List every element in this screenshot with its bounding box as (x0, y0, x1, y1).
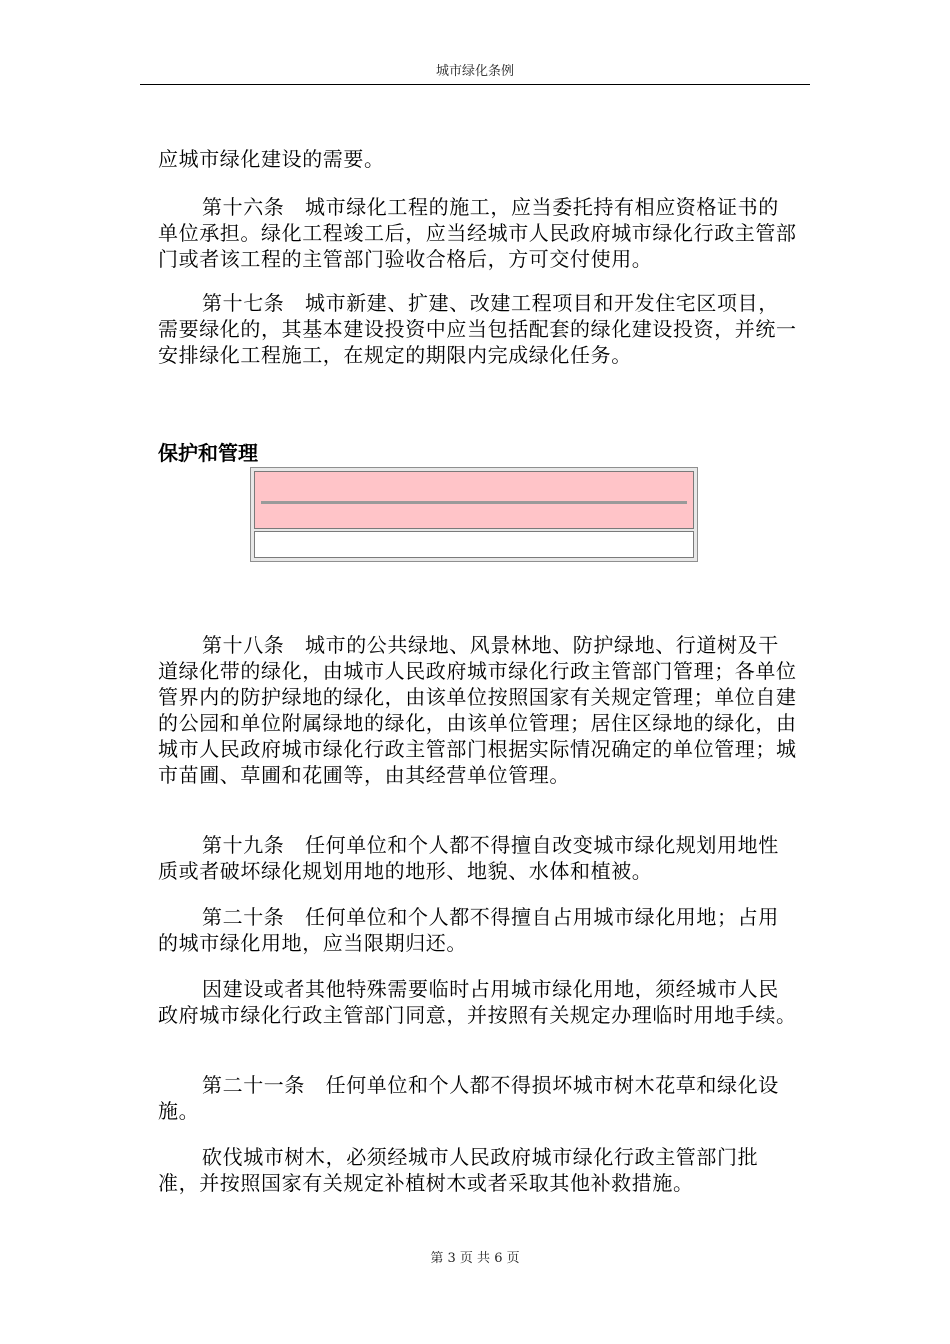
embedded-table-box (250, 467, 698, 562)
paragraph-continuation: 应城市绿化建设的需要。 (158, 147, 385, 171)
article-21-clause-2: 砍伐城市树木，必须经城市人民政府城市绿化行政主管部门批准，并按照国家有关规定补植树木或者采取其他补救措施。 (158, 1145, 759, 1195)
article-19: 第十九条 任何单位和个人都不得擅自改变城市绿化规划用地性质或者破坏绿化规划用地的地形、地貌、水体和植被。 (158, 833, 779, 883)
article-18: 第十八条 城市的公共绿地、风景林地、防护绿地、行道树及干道绿化带的绿化，由城市人民政府城市绿化行政主管部门管理；各单位管界内的防护绿地的绿化，由该单位按照国家有关规定管理；单位自建的公园和单位附属绿地的绿化，由该单位管理；居住区绿地的绿化，由城市人民政府城市绿化行政主管部门根据实际情况确定的单位管理；城市苗圃、草圃和花圃等，由其经营单位管理。 (158, 633, 797, 787)
article-16: 第十六条 城市绿化工程的施工，应当委托持有相应资格证书的单位承担。绿化工程竣工后，应当经城市人民政府城市绿化行政主管部门或者该工程的主管部门验收合格后，方可交付使用。 (158, 195, 797, 271)
article-17: 第十七条 城市新建、扩建、改建工程项目和开发住宅区项目，需要绿化的，其基本建设投资中应当包括配套的绿化建设投资，并统一安排绿化工程施工，在规定的期限内完成绿化任务。 (158, 291, 797, 367)
article-20: 第二十条 任何单位和个人都不得擅自占用城市绿化用地；占用的城市绿化用地，应当限期归还。 (158, 905, 779, 955)
box-empty-cell (254, 531, 694, 558)
page-header-title: 城市绿化条例 (435, 64, 514, 79)
header-divider (140, 84, 810, 85)
box-rule (261, 501, 687, 504)
section-heading: 保护和管理 (158, 441, 258, 465)
article-21: 第二十一条 任何单位和个人都不得损坏城市树木花草和绿化设施。 (158, 1073, 779, 1123)
box-highlight-cell (254, 471, 694, 529)
page-number: 第 3 页 共 6 页 (430, 1251, 520, 1266)
article-20-clause-2: 因建设或者其他特殊需要临时占用城市绿化用地，须经城市人民政府城市绿化行政主管部门同意，并按照有关规定办理临时用地手续。 (158, 977, 797, 1027)
